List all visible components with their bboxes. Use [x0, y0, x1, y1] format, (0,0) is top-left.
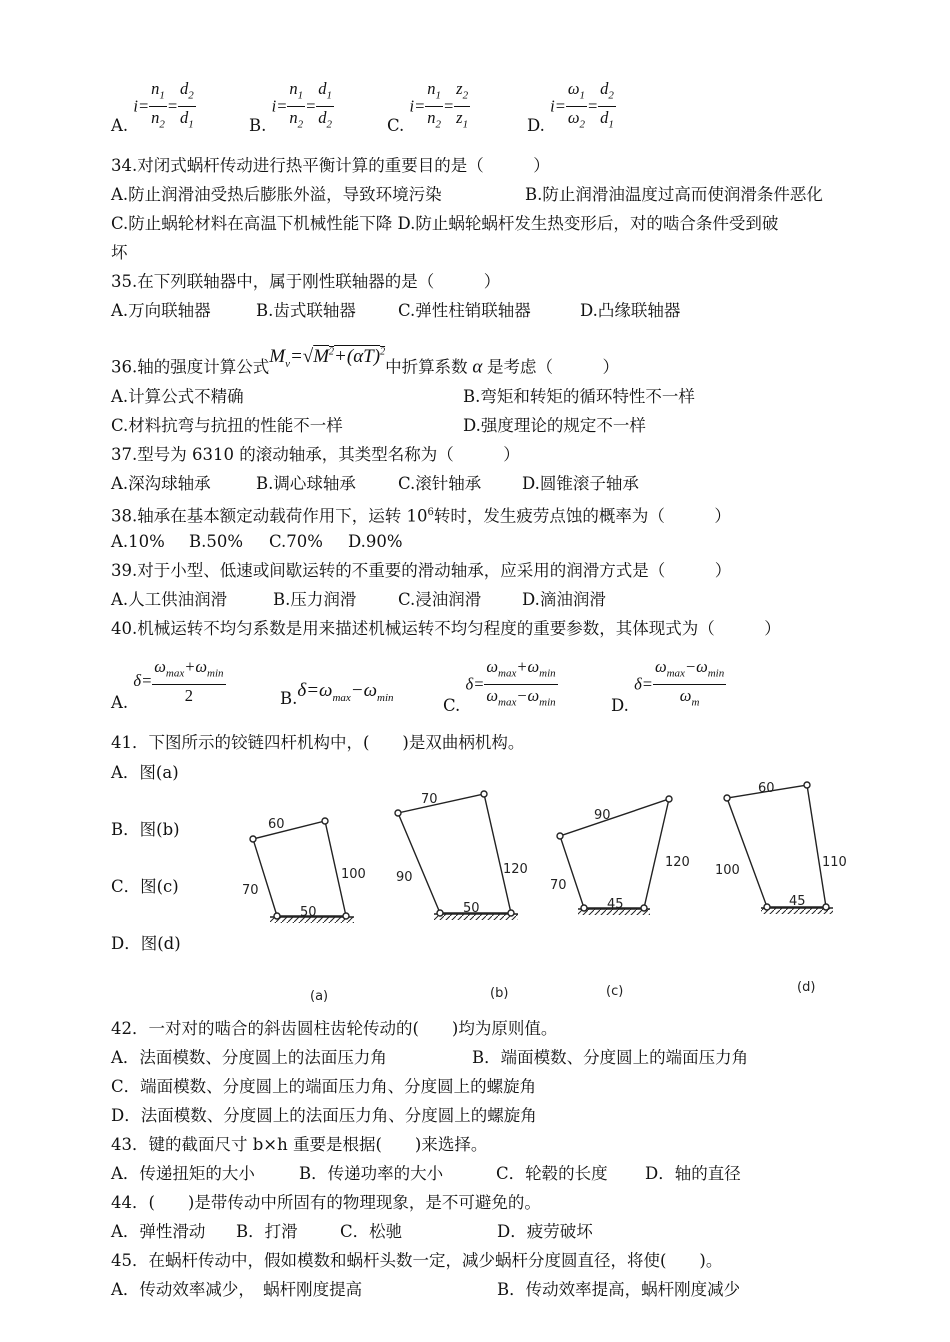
q44-option-b: B．打滑: [236, 1222, 298, 1241]
q40-stem: 40.机械运转不均匀系数是用来描述机械运转不均匀程度的重要参数，其体现式为（ ）: [111, 619, 781, 638]
fig-d-right: 110: [822, 855, 847, 870]
q43-option-b: B．传递功率的大小: [299, 1164, 444, 1183]
q36-option-b: B.弯矩和转矩的循环特性不一样: [463, 387, 695, 406]
q33-option-a: A. i= $\frac{n_1}{n_2}$ = $\frac{d_2}{d_1}$: [111, 79, 194, 136]
q41-option-d: D．图(d): [111, 934, 181, 953]
q37-option-d: D.圆锥滚子轴承: [522, 474, 639, 493]
fig-c-right: 120: [665, 855, 690, 870]
q40-option-a: A. δ= $\frac{\omega_{max}+\omega_{min}}{2}$: [111, 657, 224, 713]
fig-a-top: 60: [268, 817, 285, 832]
fig-c-top: 90: [594, 808, 611, 823]
q39-option-b: B.压力润滑: [273, 590, 357, 609]
fig-d-caption: (d): [797, 980, 816, 995]
q41-option-a: A．图(a): [111, 763, 179, 782]
q38-option-a: A.10%: [111, 532, 165, 551]
q41-option-b: B．图(b): [111, 820, 180, 839]
q37-option-a: A.深沟球轴承: [111, 474, 211, 493]
q34-stem: 34.对闭式蜗杆传动进行热平衡计算的重要目的是（ ）: [111, 156, 550, 175]
q33-option-d: D. i= $\frac{\omega_1}{\omega_2}$ = $\frac{d_2}{d_1}$: [527, 79, 614, 136]
fig-a-bottom: 50: [300, 905, 317, 920]
q36-option-a: A.计算公式不精确: [111, 387, 244, 406]
fig-d-left: 100: [715, 863, 740, 878]
q39-option-d: D.滴油润滑: [522, 590, 606, 609]
q38-stem-sup: 6: [427, 507, 434, 518]
q43-option-c: C．轮毂的长度: [496, 1164, 608, 1183]
q38-option-d: D.90%: [348, 532, 403, 551]
q43-stem: 43．键的截面尺寸 b×h 重要是根据( )来选择。: [111, 1135, 488, 1154]
fig-a-left: 70: [242, 883, 259, 898]
q38-stem: [111, 502, 731, 528]
q45-option-b: B．传动效率提高，蜗杆刚度减少: [497, 1280, 741, 1299]
fig-a-caption: (a): [310, 989, 329, 1004]
q35-option-b: B.齿式联轴器: [256, 301, 356, 320]
q44-stem: 44．( )是带传动中所固有的物理现象，是不可避免的。: [111, 1193, 541, 1212]
q42-option-c: C．端面模数、分度圆上的端面压力角、分度圆上的螺旋角: [111, 1077, 537, 1096]
q45-stem: 45．在蜗杆传动中，假如模数和蜗杆头数一定，减少蜗杆分度圆直径，将使( )。: [111, 1251, 723, 1270]
fig-c-left: 70: [550, 878, 567, 893]
fig-b-bottom: 50: [463, 901, 480, 916]
q34-option-b: B.防止润滑油温度过高而使润滑条件恶化: [525, 185, 823, 204]
q40-option-d: D. δ= $\frac{\omega_{max}-\omega_{min}}{\omega_m}$: [611, 657, 725, 716]
q34-option-a: A.防止润滑油受热后膨胀外溢，导致环境污染: [111, 185, 442, 204]
q35-option-c: C.弹性柱销联轴器: [398, 301, 531, 320]
four-bar-linkage-figures: [0, 760, 950, 1010]
q40-option-b: $B.\delta=\omega_{max}-\omega_{min}$: [280, 680, 394, 708]
q41-option-c: C．图(c): [111, 877, 179, 896]
q36-option-d: D.强度理论的规定不一样: [463, 416, 646, 435]
fig-b-caption: (b): [490, 986, 509, 1001]
q42-stem: 42．一对对的啮合的斜齿圆柱齿轮传动的( )均为原则值。: [111, 1019, 558, 1038]
q36-stem-before: 36.轴的强度计算公式: [111, 357, 270, 377]
fig-c-caption: (c): [606, 984, 624, 999]
q44-option-c: C．松驰: [340, 1222, 403, 1241]
q42-option-b: B．端面模数、分度圆上的端面压力角: [472, 1048, 749, 1067]
q38-stem-before: 38.轴承在基本额定动载荷作用下，运转 10: [111, 506, 428, 526]
fig-d-bottom: 45: [789, 894, 806, 909]
q44-option-d: D．疲劳破坏: [497, 1222, 593, 1241]
fig-b-left: 90: [396, 870, 413, 885]
q39-option-a: A.人工供油润滑: [111, 590, 228, 609]
q37-option-c: C.滚针轴承: [398, 474, 482, 493]
q36-stem-middle: 中折算系数: [385, 357, 468, 377]
q36-formula: $M_v=√M^2+(\alpha T)^2$: [269, 346, 386, 371]
q42-option-d: D．法面模数、分度圆上的法面压力角、分度圆上的螺旋角: [111, 1106, 537, 1125]
q43-option-a: A．传递扭矩的大小: [111, 1164, 255, 1183]
q33-option-c: C. i= $\frac{n_1}{n_2}$ = $\frac{z_2}{z_1}$: [387, 79, 469, 136]
q44-option-a: A．弹性滑动: [111, 1222, 206, 1241]
fig-c-bottom: 45: [607, 897, 624, 912]
figure-d: [724, 782, 833, 914]
q35-stem: 35.在下列联轴器中，属于刚性联轴器的是（ ）: [111, 272, 501, 291]
q39-stem: 39.对于小型、低速或间歇运转的不重要的滑动轴承，应采用的润滑方式是（ ）: [111, 561, 732, 580]
q37-stem: 37.型号为 6310 的滚动轴承，其类型名称为（ ）: [111, 445, 520, 464]
q37-option-b: B.调心球轴承: [256, 474, 356, 493]
q38-stem-after: 转时，发生疲劳点蚀的概率为（ ）: [433, 506, 731, 526]
fig-d-top: 60: [758, 781, 775, 796]
q40-option-c: C. δ= $\frac{\omega_{max}+\omega_{min}}{\omega_{max}-\omega_{min}}$: [443, 657, 556, 716]
q41-stem: 41．下图所示的铰链四杆机构中，( )是双曲柄机构。: [111, 733, 525, 752]
q45-option-a: A．传动效率减少， 蜗杆刚度提高: [111, 1280, 363, 1299]
figure-b: [395, 791, 518, 920]
q35-option-d: D.凸缘联轴器: [580, 301, 681, 320]
q39-option-c: C.浸油润滑: [398, 590, 482, 609]
q34-option-wrap: 坏: [111, 243, 128, 262]
q42-option-a: A．法面模数、分度圆上的法面压力角: [111, 1048, 387, 1067]
q33-option-b: B. i= $\frac{n_1}{n_2}$ = $\frac{d_1}{d_2}$: [249, 79, 332, 136]
fig-b-right: 120: [503, 862, 528, 877]
fig-b-top: 70: [421, 792, 438, 807]
q38-option-c: C.70%: [269, 532, 323, 551]
q43-option-d: D．轴的直径: [645, 1164, 741, 1183]
q36-alpha: α: [467, 356, 488, 378]
q35-option-a: A.万向联轴器: [111, 301, 211, 320]
q36-stem-after: 是考虑（ ）: [487, 357, 620, 377]
q36-stem: [111, 346, 620, 385]
q36-option-c: C.材料抗弯与抗扭的性能不一样: [111, 416, 343, 435]
q34-option-cd: C.防止蜗轮材料在高温下机械性能下降 D.防止蜗轮蜗杆发生热变形后，对的啮合条件受到破: [111, 214, 779, 233]
fig-a-right: 100: [341, 867, 366, 882]
q38-option-b: B.50%: [189, 532, 244, 551]
